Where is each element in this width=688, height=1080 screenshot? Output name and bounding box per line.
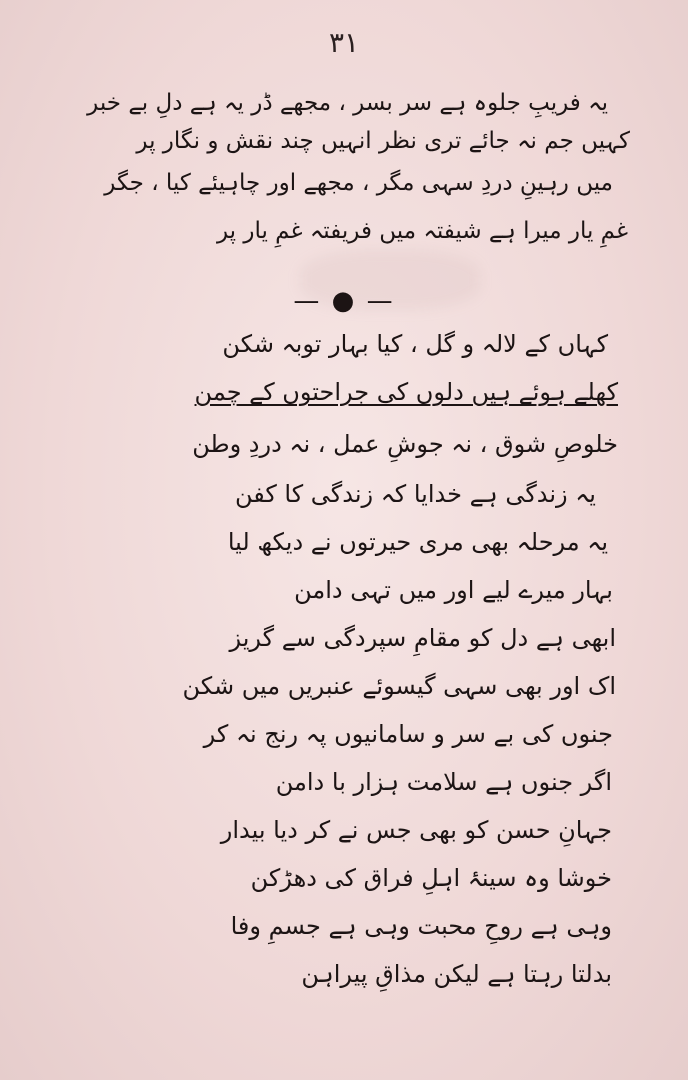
verse-line: وہی ہے روحِ محبت وہی ہے جسمِ وفا <box>230 912 612 940</box>
verse-line: جہانِ حسن کو بھی جس نے کر دیا بیدار <box>220 816 612 844</box>
verse-line: کہاں کے لالہ و گل ، کیا بہار توبہ شکن <box>222 330 608 358</box>
page-number: ۳۱ <box>328 26 360 59</box>
verse-line: خوشا وہ سینۂ اہلِ فراق کی دھڑکن <box>250 864 612 892</box>
verse-line: اگر جنوں ہے سلامت ہزار با دامن <box>275 768 612 796</box>
section-separator: — ● — <box>293 286 395 316</box>
verse-line: یہ مرحلہ بھی مری حیرتوں نے دیکھ لیا <box>227 528 608 556</box>
verse-line: یہ زندگی ہے خدایا کہ زندگی کا کفن <box>234 480 596 508</box>
verse-line: کہیں جم نہ جائے تری نظر انہیں چند نقش و نگار پر <box>136 128 630 154</box>
verse-line: بہار میرے لیے اور میں تہی دامن <box>294 576 613 604</box>
verse-line: میں رہینِ دردِ سہی مگر ، مجھے اور چاہیئے کیا ، جگر <box>104 170 613 196</box>
verse-line: بدلتا رہتا ہے لیکن مذاقِ پیراہن <box>301 960 612 988</box>
verse-line: غمِ یار میرا ہے شیفتہ میں فریفتہ غمِ یار پر <box>216 218 628 244</box>
verse-line: ابھی ہے دل کو مقامِ سپردگی سے گریز <box>229 624 616 652</box>
verse-line: یہ فریبِ جلوہ ہے سر بسر ، مجھے ڈر یہ ہے دلِ بے خبر <box>87 90 608 116</box>
verse-line: خلوصِ شوق ، نہ جوشِ عمل ، نہ دردِ وطن <box>192 430 618 458</box>
verse-line: اک اور بھی سہی گیسوئے عنبریں میں شکن <box>182 672 616 700</box>
verse-line: جنوں کی بے سر و سامانیوں پہ رنج نہ کر <box>203 720 613 748</box>
verse-line: کھلے ہوئے ہیں دلوں کی جراحتوں کے چمن <box>194 378 618 406</box>
